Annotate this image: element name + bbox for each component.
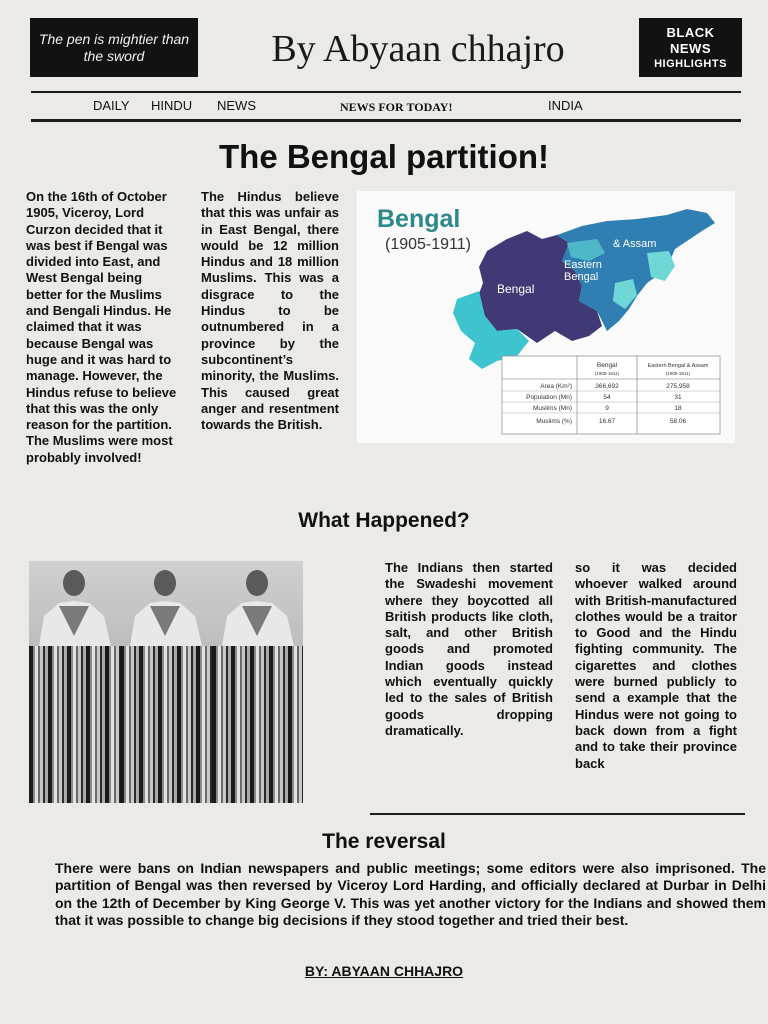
bottom-rule (31, 119, 741, 122)
nav-news-for-today[interactable]: NEWS FOR TODAY! (340, 100, 453, 114)
table-cell: 9 (605, 405, 609, 412)
reversal-heading: The reversal (322, 830, 446, 853)
table-row-label: Population (Mn) (526, 394, 572, 401)
nav-hindu[interactable]: HINDU (151, 98, 193, 113)
nav-daily[interactable]: DAILY (93, 98, 130, 113)
portrait-figure (120, 561, 211, 646)
portrait-figure (29, 561, 120, 646)
table-cell: 366,692 (595, 383, 619, 390)
map-label-bengal: Bengal (497, 282, 535, 296)
table-header-bengal: Bengal (596, 362, 618, 369)
table-row-label: Area (Km²) (540, 383, 572, 390)
map-data-table (502, 356, 720, 434)
eastern-teal-patch (647, 251, 675, 281)
badge-line-3: HIGHLIGHTS (654, 57, 727, 70)
what-happened-column-2: so it was decided whoever walked around with British-manufactured clothes would be a traitor to Good and the Hindu fighting community. The cigarettes and clothes were burned publicly to send a example that the Hindus were not going to back down from a fight and to take their province back (575, 560, 737, 771)
black-news-badge (639, 18, 742, 77)
nav-india[interactable]: INDIA (548, 98, 583, 113)
map-label-eastern-2: Bengal (564, 271, 599, 283)
badge-line-1: BLACK (666, 24, 715, 40)
table-row-label: Muslims (Mn) (533, 405, 572, 412)
map-years: (1905-1911) (385, 236, 471, 253)
map-title: Bengal (377, 205, 461, 233)
what-happened-column-1: The Indians then started the Swadeshi movement where they boycotted all British products like cloth, salt, and other British goods and promoted Indian goods instead which eventually quickly led to the sales of British goods dropping dramatically. (385, 560, 553, 738)
article-column-2: The Hindus believe that this was unfair as in East Bengal, there would be 12 million Hindus and 18 million Muslims. This was a disgrace to the Hindus to be outnumbered in a province by the subcontinent’s minority, the Muslims. This caused great anger and resentment towards the British. (201, 189, 339, 433)
portrait-figure-svg (120, 561, 211, 646)
portrait-figure-svg (212, 561, 303, 646)
map-label-assam: & Assam (613, 238, 657, 250)
table-cell: 16.67 (598, 418, 616, 425)
portrait-frame-1 (29, 561, 120, 803)
portrait-photo (29, 561, 303, 803)
table-subheader-bengal: (1905-1911) (594, 371, 620, 376)
table-row-label: Muslims (%) (536, 418, 572, 425)
headline: The Bengal partition! (219, 138, 549, 175)
reversal-body: There were bans on Indian newspapers and public meetings; some editors were also imprisoned. The partition of Bengal was then reversed by Viceroy Lord Harding, and officially declared at Durbar in Delhi on the 12th of December by King George V. This was yet another victory for the Indians and showed them that it was possible to change big decisions if they stood together and tried their best. (55, 860, 766, 929)
table-header-eastern: Eastern Bengal & Assam (647, 363, 709, 369)
article-column-1: On the 16th of October 1905, Viceroy, Lord Curzon decided that it was best if Bengal was divided into East, and West Bengal being better for the Muslims and Bengali Hindus. He claimed that it was because Bengal was huge and it was hard to manage. However, the Hindus refuse to believe that this was the only reason for the partition. The Muslims were most probably involved! (26, 189, 177, 465)
what-happened-heading: What Happened? (298, 509, 470, 532)
nav-news[interactable]: NEWS (217, 98, 256, 113)
byline: BY: ABYAAN CHHAJRO (304, 963, 464, 979)
section-divider (370, 813, 745, 815)
table-cell: 31 (674, 394, 682, 401)
glitch-strip (212, 646, 303, 803)
badge-line-2: NEWS (670, 40, 711, 56)
top-rule (31, 91, 741, 93)
glitch-strip (120, 646, 211, 803)
table-cell: 275,958 (666, 383, 690, 390)
masthead-title: By Abyaan chhajro (271, 28, 565, 70)
table-subheader-eastern: (1905-1911) (665, 371, 691, 376)
bengal-map-image (357, 191, 735, 443)
bengal-map-svg (357, 191, 735, 443)
table-cell: 58.06 (669, 418, 687, 425)
motto-text: The pen is mightier than the sword (38, 30, 190, 64)
portrait-figure-svg (29, 561, 120, 646)
glitch-strip (29, 646, 120, 803)
motto-box (30, 18, 198, 77)
portrait-figure (212, 561, 303, 646)
table-cell: 54 (603, 394, 611, 401)
portrait-frame-3 (212, 561, 303, 803)
map-label-eastern: Eastern (564, 259, 602, 271)
table-cell: 18 (674, 405, 682, 412)
portrait-frame-2 (120, 561, 211, 803)
